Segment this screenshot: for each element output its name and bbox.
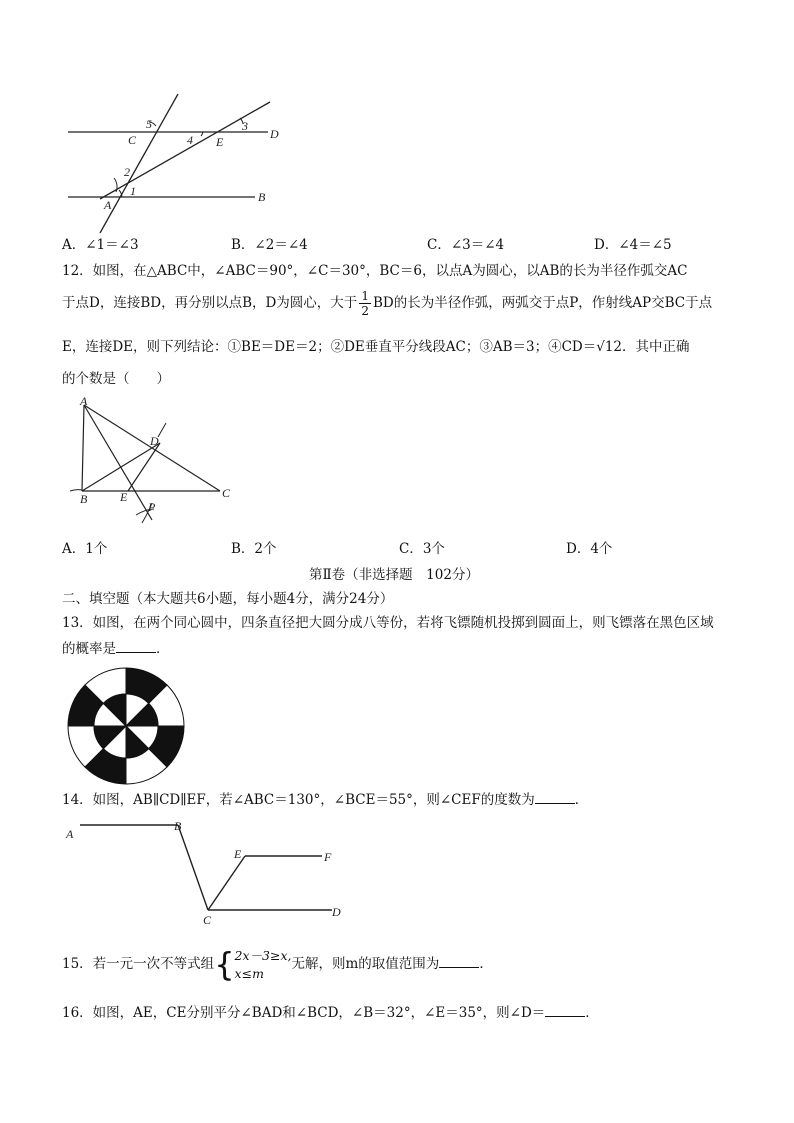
q11-label-4: 4 bbox=[187, 133, 193, 147]
q14-label-B: B bbox=[174, 819, 182, 833]
q15-text bbox=[62, 945, 493, 983]
q16-answer-blank[interactable] bbox=[545, 1003, 585, 1017]
q11-label-D: D bbox=[270, 127, 279, 141]
q14-label-A: A bbox=[66, 827, 74, 841]
q14-label-E: E bbox=[234, 847, 242, 861]
q15-prefix: 15．若一元一次不等式组 bbox=[62, 956, 215, 972]
q13-dartboard-figure bbox=[64, 664, 188, 788]
q16-end-mark: ． bbox=[585, 1005, 599, 1021]
q11-option-c: C．∠3＝∠4 bbox=[427, 237, 505, 253]
q12-figure bbox=[62, 395, 237, 530]
q12-option-b: B．2个 bbox=[231, 541, 277, 557]
q11-figure bbox=[60, 88, 300, 238]
q12-label-P: P bbox=[148, 500, 156, 514]
q14-question: 14．如图，AB∥CD∥EF，若∠ABC＝130°，∠BCE＝55°，则∠CEF的度数为 bbox=[62, 792, 535, 808]
q12-label-E: E bbox=[120, 490, 128, 504]
q12-line3: E，连接DE，则下列结论：①BE＝DE＝2；②DE垂直平分线段AC；③AB＝3；④CD＝√12．其中正确 bbox=[62, 339, 690, 355]
q12-line2-b: BD的长为半径作弧，两弧交于点P，作射线AP交BC于点 bbox=[372, 295, 713, 311]
q13-line1: 13．如图，在两个同心圆中，四条直径把大圆分成八等份，若将飞镖随机投掷到圆面上，则飞镖落在黑色区域 bbox=[62, 615, 714, 631]
q12-label-A: A bbox=[80, 395, 88, 408]
q12-option-a: A．1个 bbox=[62, 541, 108, 557]
q15-suffix: 无解，则m的取值范围为 bbox=[291, 956, 440, 972]
q13-line2-text: 的概率是 bbox=[62, 641, 116, 657]
q11-label-E: E bbox=[216, 135, 224, 149]
q11-option-b: B．∠2＝∠4 bbox=[231, 237, 308, 253]
q14-end-mark: ． bbox=[574, 792, 589, 808]
q15-system bbox=[235, 947, 292, 983]
q14-label-C: C bbox=[203, 913, 212, 927]
q14-text bbox=[62, 790, 588, 809]
q16-question: 16．如图，AE，CE分别平分∠BAD和∠BCD，∠B＝32°，∠E＝35°，则∠D＝ bbox=[62, 1005, 546, 1021]
q15-answer-blank[interactable] bbox=[439, 954, 479, 968]
q15-ineq2: x≤m bbox=[234, 965, 264, 981]
q13-line2 bbox=[62, 639, 170, 658]
q11-option-d: D．∠4＝∠5 bbox=[594, 237, 672, 253]
q11-label-B: B bbox=[258, 190, 266, 204]
q15-brace: { bbox=[214, 945, 235, 984]
q12-frac-den: 2 bbox=[361, 304, 369, 318]
q12-option-c: C．3个 bbox=[399, 541, 445, 557]
q12-line4: 的个数是（ ） bbox=[62, 371, 170, 387]
q12-line2 bbox=[62, 286, 712, 320]
q12-line2-a: 于点D，连接BD，再分别以点B，D为圆心，大于 bbox=[62, 295, 358, 311]
q14-label-D: D bbox=[332, 905, 341, 919]
q11-label-2: 2 bbox=[124, 165, 130, 179]
section2-heading: 二、填空题（本大题共6小题，每小题4分，满分24分） bbox=[62, 591, 394, 607]
q12-fraction bbox=[359, 289, 371, 318]
q16-text bbox=[62, 1003, 599, 1022]
q12-label-D: D bbox=[150, 434, 159, 448]
q12-label-B: B bbox=[80, 492, 88, 506]
q11-label-C: C bbox=[128, 133, 137, 147]
q11-label-3: 3 bbox=[242, 119, 248, 133]
q14-figure bbox=[62, 816, 352, 931]
q15-end-mark: ． bbox=[479, 956, 493, 972]
q12-option-d: D．4个 bbox=[566, 541, 613, 557]
q14-answer-blank[interactable] bbox=[535, 790, 575, 804]
q12-frac-num: 1 bbox=[361, 289, 369, 303]
part2-title: 第Ⅱ卷（非选择题 102分） bbox=[309, 567, 479, 583]
q12-line1: 12．如图，在△ABC中，∠ABC＝90°，∠C＝30°，BC＝6，以点A为圆心，以AB的长为半径作弧交AC bbox=[62, 263, 688, 279]
q13-end-mark: ． bbox=[156, 641, 170, 657]
q11-option-a: A．∠1＝∠3 bbox=[62, 237, 139, 253]
q12-label-C: C bbox=[222, 486, 231, 500]
q15-ineq1: 2x－3≥x, bbox=[234, 947, 292, 963]
q13-answer-blank[interactable] bbox=[116, 639, 156, 653]
q11-label-1: 1 bbox=[130, 184, 136, 198]
q11-label-A: A bbox=[104, 198, 112, 212]
q14-label-F: F bbox=[324, 850, 332, 864]
q11-label-5: 5 bbox=[146, 117, 152, 131]
